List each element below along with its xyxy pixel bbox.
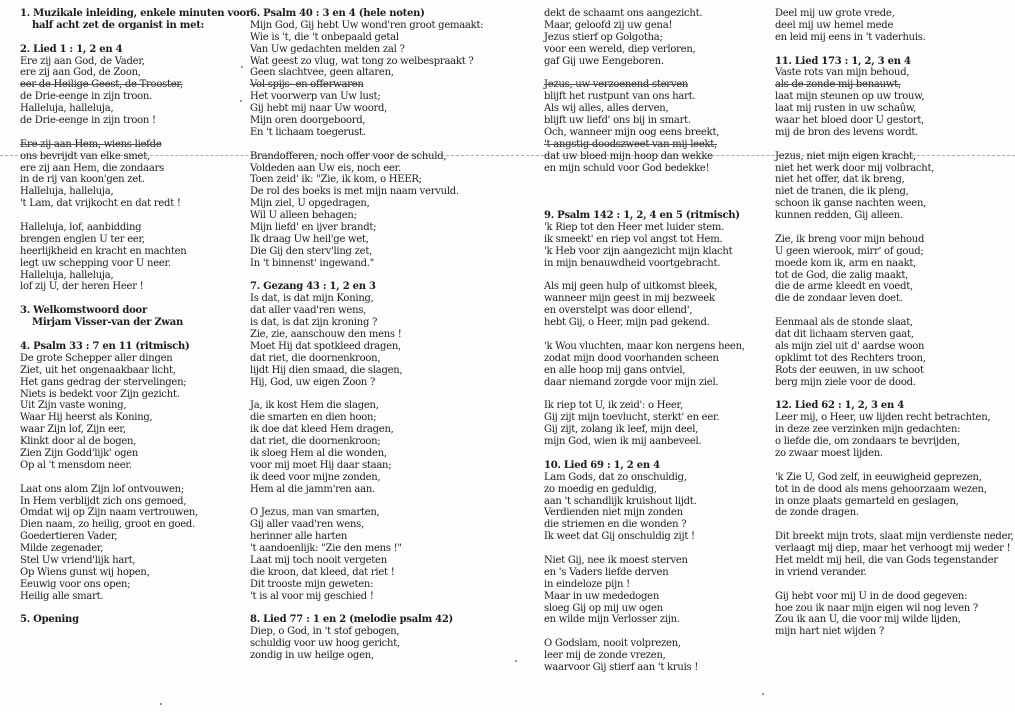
verse-line: hebt Gij, o Heer, mijn pad gekend. [544, 317, 710, 329]
verse-line: Het voorwerp van Uw lust; [250, 91, 381, 103]
verse-line: en wilde mijn Verlosser zijn. [544, 614, 680, 626]
verse-line: Ja, ik kost Hem die slagen, [250, 400, 379, 412]
verse-line: in deze zee verzinken mijn gedachten: [775, 424, 961, 436]
verse-line: dat aller vaad'ren wens, [250, 305, 367, 317]
verse-line: lof zij U, der heren Heer ! [20, 281, 144, 293]
verse-line: dat uw bloed mijn hoop dan wekke [544, 150, 713, 162]
blank-line [775, 519, 1015, 531]
verse-line: daar niemand zorgde voor mijn ziel. [544, 376, 719, 388]
verse-line: Wie is 't, die 't onbepaald getal [250, 31, 399, 43]
blank-line [775, 460, 1015, 472]
verse-line: Dit trooste mijn geweten: [250, 578, 374, 590]
verse-line: ons bevrijdt van elke smet, [20, 150, 150, 162]
verse-line: Omdat wij op Zijn naam vertrouwen, [20, 507, 198, 519]
verse-line: dat riet, die doornenkroon; [250, 436, 381, 448]
section-heading: half acht zet de organist in met: [32, 19, 205, 31]
blank-line [250, 270, 520, 282]
verse-line: voor mij moet Hij daar staan; [250, 459, 392, 471]
verse-line: blijft uw liefd' ons bij in smart. [544, 115, 691, 127]
verse-line: tot in de dood als mens gehoorzaam wezen, [775, 483, 987, 495]
verse-line: Jezus, uw verzoenend sterven [544, 79, 689, 91]
verse-line: legt uw schepping voor U neer. [20, 257, 171, 269]
column-4 [775, 8, 1015, 712]
verse-line: Klinkt door al de bogen, [20, 436, 137, 448]
verse-line: kunnen redden, Gij alleen. [775, 210, 903, 222]
verse-line: Gij zijt mijn toevlucht, sterkt' en eer. [544, 412, 720, 424]
verse-line: Gij hebt mij naar Uw woord, [250, 103, 388, 115]
verse-line: Jezus, niet mijn eigen kracht, [775, 150, 916, 162]
verse-line: ik doe dat kleed Hem dragen, [250, 424, 394, 436]
blank-line [544, 270, 764, 282]
verse-line: in onze plaats gemarteld en geslagen, [775, 495, 959, 507]
blank-line [775, 222, 1015, 234]
verse-line: Maar in uw mededogen [544, 590, 660, 602]
verse-line: Gij aller vaad'ren wens, [250, 519, 364, 531]
blank-line [544, 448, 764, 460]
verse-line: in mijn benauwdheid voortgebracht. [544, 257, 721, 269]
verse-line: voor een wereld, diep verloren, [544, 43, 696, 55]
verse-line: ik deed voor mijne zonden, [250, 471, 381, 483]
verse-line: Toen zeid' ik: "Zie, ik kom, o HEER; [250, 174, 422, 186]
section-heading: Mirjam Visser-van der Zwan [32, 317, 184, 329]
verse-line: Dien naam, zo heilig, groot en goed. [20, 519, 196, 531]
blank-line [775, 44, 1015, 56]
column-1 [20, 8, 251, 712]
verse-line: verlaagt mij diep, maar het verhoogt mij weder ! [775, 543, 1011, 555]
verse-line: Leer mij, o Heer, uw lijden recht betrachten, [775, 412, 991, 424]
blank-line [20, 329, 245, 341]
section-heading: 9. Psalm 142 : 1, 2, 4 en 5 (ritmisch) [544, 210, 740, 222]
verse-line: lijdt Hij dien smaad, die slagen, [250, 364, 403, 376]
verse-line: Vol spijs- en offerwaren [250, 79, 364, 91]
verse-line: Halleluja, halleluja, [20, 186, 114, 198]
verse-line: in de rij van koon'gen zet. [20, 174, 145, 186]
verse-line: aan 't schandlijk kruishout lijdt. [544, 495, 697, 507]
verse-line: Ik weet dat Gij onschuldig zijt ! [544, 531, 695, 543]
verse-line: herinner alle harten [250, 531, 348, 543]
verse-line: Als wij alles, alles derven, [544, 103, 669, 115]
column-3 [544, 8, 764, 712]
blank-line [250, 603, 520, 615]
verse-line: Is dat, is dat mijn Koning, [250, 293, 374, 305]
verse-line: Stel Uw vriend'lijk hart, [20, 554, 136, 566]
verse-line: en leid mij eens in 't vaderhuis. [775, 31, 926, 43]
verse-line: 'k Zie U, God zelf, in eeuwigheid geprezen, [775, 471, 982, 483]
verse-line: Zou ik aan U, die voor mij wilde lijden, [775, 614, 961, 626]
verse-line: Halleluja, lof, aanbidding [20, 222, 142, 234]
verse-line: 't angstig doodszweet van mij leekt, [544, 138, 717, 150]
verse-line: U geen wierook, mirr' of goud; [775, 245, 924, 257]
verse-line: Deel mij uw grote vrede, [775, 8, 895, 19]
verse-line: 'k Riep tot den Heer met luider stem. [544, 222, 725, 234]
verse-line: Mijn God, Gij hebt Uw wond'ren groot gemaakt: [250, 19, 484, 31]
verse-line: Laat ons alom Zijn lof ontvouwen; [20, 483, 184, 495]
blank-line [544, 626, 764, 638]
verse-line: brengen englen U ter eer, [20, 233, 145, 245]
verse-line: Och, wanneer mijn oog eens breekt, [544, 126, 720, 138]
verse-line: mijn hart niet wijden ? [775, 626, 884, 638]
verse-line: moede kom ik, arm en naakt, [775, 257, 917, 269]
blank-line [544, 329, 764, 341]
verse-line: dat dit lichaam sterven gaat, [775, 329, 914, 341]
column-2 [250, 8, 520, 712]
verse-line: Gij hebt voor mij U in de dood gegeven: [775, 590, 968, 602]
verse-line: en overstelpt was door ellend', [544, 305, 693, 317]
verse-line: waarvoor Gij stierf aan 't kruis ! [544, 661, 699, 673]
section-heading: 1. Muzikale inleiding, enkele minuten voor [20, 8, 251, 19]
verse-line: Op Wiens gunst wij hopen, [20, 566, 150, 578]
verse-line: 't Lam, dat vrijkocht en dat redt ! [20, 198, 181, 210]
verse-line: Waar Hij heerst als Koning, [20, 412, 153, 424]
section-heading: 2. Lied 1 : 1, 2 en 4 [20, 43, 123, 55]
blank-line [250, 139, 520, 151]
verse-line: opklimt tot des Rechters troon, [775, 352, 926, 364]
verse-line: blijft het rustpunt van ons hart. [544, 91, 696, 103]
verse-line: deel mij uw hemel mede [775, 19, 894, 31]
blank-line [544, 186, 764, 198]
verse-line: Maar, geloofd zij uw gena! [544, 19, 673, 31]
scan-speck [240, 100, 242, 102]
section-heading: 5. Opening [20, 614, 79, 626]
blank-line [775, 389, 1015, 401]
verse-line: Ik riep tot U, ik zeid': o Heer, [544, 400, 683, 412]
blank-line [544, 67, 764, 79]
blank-line [20, 32, 245, 44]
verse-line: Ere zij aan Hem, wiens liefde [20, 138, 162, 150]
blank-line [544, 543, 764, 555]
verse-line: en 's Vaders liefde derven [544, 566, 669, 578]
verse-line: waar Zijn lof, Zijn eer, [20, 424, 126, 436]
verse-line: tot de God, die zalig maakt, [775, 269, 909, 281]
blank-line [775, 139, 1015, 151]
blank-line [250, 496, 520, 508]
verse-line: Voldeden aan Uw eis, noch eer. [250, 162, 401, 174]
verse-line: In 't binnenst' ingewand." [250, 257, 375, 269]
verse-line: Die Gij den sterv'ling zet, [250, 245, 373, 257]
verse-line: schuldig voor uw hoog gericht, [250, 638, 400, 650]
verse-line: wanneer mijn geest in mij bezweek [544, 293, 715, 305]
verse-line: als de zonde mij benauwt, [775, 79, 901, 91]
verse-line: en alle hoop mij gans ontviel, [544, 364, 686, 376]
verse-line: leer mij de zonde vrezen, [544, 650, 666, 662]
verse-line: die de zondaar leven doet. [775, 293, 903, 305]
verse-line: o liefde die, om zondaars te bevrijden, [775, 436, 960, 448]
verse-line: Rots der eeuwen, in uw schoot [775, 364, 924, 376]
verse-line: Gij zijt, zolang ik leef, mijn deel, [544, 424, 699, 436]
verse-line: in vriend verander. [775, 566, 867, 578]
verse-line: Laat mij toch nooit vergeten [250, 554, 387, 566]
verse-line: 't is al voor mij geschied ! [250, 590, 374, 602]
verse-line: O Godslam, nooit volprezen, [544, 638, 681, 650]
verse-line: Halleluja, halleluja, [20, 103, 114, 115]
verse-line: Halleluja, halleluja, [20, 269, 114, 281]
verse-line: In Hem verblijdt zich ons gemoed, [20, 495, 187, 507]
verse-line: waar het bloed door U gestort, [775, 115, 925, 127]
blank-line [250, 389, 520, 401]
verse-line: eer de Heilige Geest, de Trooster, [20, 79, 183, 91]
verse-line: Van Uw gedachten melden zal ? [250, 43, 405, 55]
section-heading: 12. Lied 62 : 1, 2, 3 en 4 [775, 400, 904, 412]
verse-line: Moet Hij dat spotkleed dragen, [250, 340, 401, 352]
scan-speck [160, 703, 162, 705]
section-heading: 6. Psalm 40 : 3 en 4 (hele noten) [250, 8, 425, 19]
verse-line: Mijn oren doorgeboord, [250, 115, 366, 127]
verse-line: gaf Gij uwe Eengeboren. [544, 55, 664, 67]
verse-line: Het gans gedrag der stervelingen; [20, 376, 187, 388]
verse-line: Vaste rots van mijn behoud, [775, 67, 910, 79]
verse-line: ere zij aan God, de Zoon, [20, 67, 141, 79]
verse-line: Op al 't mensdom neer. [20, 459, 132, 471]
verse-line: Ziet, uit het ongenaakbaar licht, [20, 364, 176, 376]
verse-line: schoon ik ganse nachten ween, [775, 198, 927, 210]
verse-line: de zonde dragen. [775, 507, 859, 519]
verse-line: zodat mijn dood voorhanden scheen [544, 352, 719, 364]
verse-line: zo moedig en geduldig, [544, 483, 657, 495]
verse-line: die kroon, dat kleed, dat riet ! [250, 566, 395, 578]
verse-line: die striemen en die wonden ? [544, 519, 687, 531]
verse-line: Mijn liefd' en ijver brandt; [250, 222, 377, 234]
verse-line: Verdienden niet mijn zonden [544, 507, 683, 519]
verse-line: Uit Zijn vaste woning, [20, 400, 127, 412]
verse-line: Mijn ziel, U opgedragen, [250, 198, 370, 210]
scan-speck [515, 660, 517, 662]
verse-line: die smarten en dien hoon; [250, 412, 377, 424]
verse-line: Dit breekt mijn trots, slaat mijn verdienste neder, [775, 531, 1014, 543]
verse-line: Milde zegenader, [20, 543, 104, 555]
verse-line: De grote Schepper aller dingen [20, 352, 173, 364]
verse-line: Eenmaal als de stonde slaat, [775, 317, 913, 329]
verse-line: dat riet, die doornenkroon, [250, 352, 381, 364]
verse-line: laat mijn steunen op uw trouw, [775, 91, 925, 103]
verse-line: Wil U alleen behagen; [250, 210, 357, 222]
verse-line: 't aandoenlijk: "Zie den mens !" [250, 543, 402, 555]
verse-line: Zien Zijn Godd'lijk' ogen [20, 447, 139, 459]
verse-line: niet het offer, dat ik breng, [775, 174, 905, 186]
verse-line: Brandofferen, noch offer voor de schuld, [250, 150, 447, 162]
blank-line [20, 210, 245, 222]
blank-line [775, 305, 1015, 317]
verse-line: mijn God, wien ik mij aanbeveel. [544, 436, 702, 448]
verse-line: Jezus stierf op Golgotha; [544, 31, 663, 43]
verse-line: ere zij aan Hem, die zondaars [20, 162, 164, 174]
verse-line: ik sloeg Hem al die wonden, [250, 447, 387, 459]
verse-line: Diep, o God, in 't stof gebogen, [250, 626, 400, 638]
blank-line [544, 174, 764, 186]
verse-line: Zie, ik breng voor mijn behoud [775, 233, 925, 245]
blank-line [20, 472, 245, 484]
verse-line: heerlijkheid en kracht en machten [20, 245, 187, 257]
verse-line: laat mij rusten in uw schaûw, [775, 103, 917, 115]
verse-line: berg mijn ziele voor de dood. [775, 376, 916, 388]
verse-line: de Drie-eenge in zijn troon. [20, 91, 153, 103]
section-heading: 8. Lied 77 : 1 en 2 (melodie psalm 42) [250, 614, 454, 626]
section-heading: 4. Psalm 33 : 7 en 11 (ritmisch) [20, 340, 190, 352]
section-heading: 3. Welkomstwoord door [20, 305, 147, 317]
section-heading: 11. Lied 173 : 1, 2, 3 en 4 [775, 55, 911, 67]
verse-line: sloeg Gij op mij uw ogen [544, 602, 663, 614]
blank-line [544, 389, 764, 401]
blank-line [20, 293, 245, 305]
blank-line [20, 127, 245, 139]
verse-line: Geen slachtvee, geen altaren, [250, 67, 394, 79]
section-heading: 10. Lied 69 : 1, 2 en 4 [544, 459, 660, 471]
section-heading: 7. Gezang 43 : 1, 2 en 3 [250, 281, 376, 293]
verse-line: ik smeekt' en riep vol angst tot Hem. [544, 233, 723, 245]
verse-line: Goedertieren Vader, [20, 531, 118, 543]
verse-line: Lam Gods, dat zo onschuldig, [544, 471, 687, 483]
verse-line: Hem al die jamm'ren aan. [250, 483, 375, 495]
verse-line: zondig in uw heilge ogen, [250, 650, 374, 662]
verse-line: Ere zij aan God, de Vader, [20, 55, 145, 67]
verse-line: zo zwaar moest lijden. [775, 447, 883, 459]
verse-line: hoe zou ik naar mijn eigen wil nog leven ? [775, 602, 979, 614]
verse-line: Het meldt mij heil, die van Gods tegenstander [775, 554, 998, 566]
verse-line: dekt de schaamt ons aangezicht. [544, 8, 703, 19]
verse-line: niet het werk door mij volbracht, [775, 162, 935, 174]
verse-line: Hij, God, uw eigen Zoon ? [250, 376, 376, 388]
scan-speck [762, 693, 764, 695]
verse-line: Heilig alle smart. [20, 590, 104, 602]
verse-line: Eeuwig voor ons open; [20, 578, 131, 590]
verse-line: mij de bron des levens wordt. [775, 126, 919, 138]
verse-line: de Drie-eenge in zijn troon ! [20, 115, 156, 127]
verse-line: Wat geest zo vlug, wat tong zo welbespraakt ? [250, 55, 474, 67]
verse-line: is dat, is dat zijn kroning ? [250, 317, 378, 329]
blank-line [20, 603, 245, 615]
verse-line: niet de tranen, die ik pleng, [775, 186, 909, 198]
verse-line: Als mij geen hulp of uitkomst bleek, [544, 281, 718, 293]
verse-line: Zie, zie, aanschouw den mens ! [250, 329, 402, 341]
verse-line: die de arme kleedt en voedt, [775, 281, 913, 293]
verse-line: Niet Gij, nee ik moest sterven [544, 554, 688, 566]
verse-line: in eindeloze pijn ! [544, 578, 630, 590]
verse-line: Ik draag Uw heil'ge wet, [250, 233, 369, 245]
scan-speck [241, 66, 243, 68]
verse-line: Niets is bedekt voor Zijn gezicht. [20, 388, 180, 400]
verse-line: En 't lichaam toegerust. [250, 126, 366, 138]
verse-line: als mijn ziel uit d' aardse woon [775, 340, 925, 352]
verse-line: O Jezus, man van smarten, [250, 507, 380, 519]
verse-line: 'k Wou vluchten, maar kon nergens heen, [544, 340, 745, 352]
verse-line: en mijn schuld voor God bedekke! [544, 162, 710, 174]
verse-line: 'k Heb voor zijn aangezicht mijn klacht [544, 245, 733, 257]
blank-line [544, 198, 764, 210]
blank-line [775, 579, 1015, 591]
verse-line: De rol des boeks is met mijn naam vervuld. [250, 186, 459, 198]
